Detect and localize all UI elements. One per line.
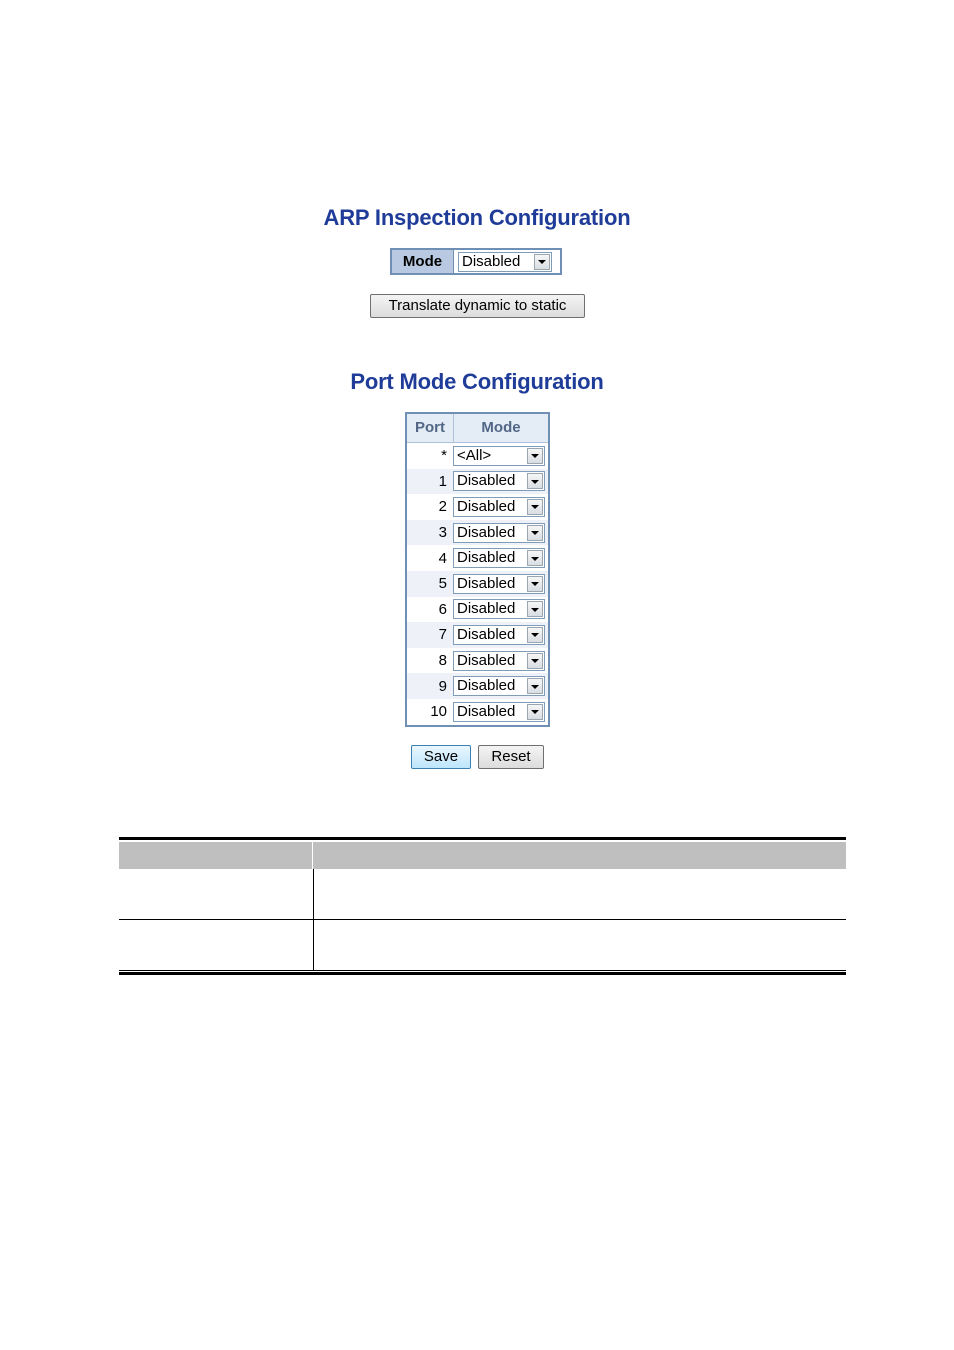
- description-table: [119, 837, 846, 975]
- description-row-term: [119, 869, 314, 919]
- port-row: [407, 699, 548, 725]
- port-mode-value: Disabled: [457, 574, 516, 592]
- mode-column-header: Mode: [481, 419, 521, 436]
- port-number: 6: [438, 600, 447, 618]
- port-row: [407, 597, 548, 623]
- chevron-down-icon[interactable]: [534, 254, 550, 270]
- chevron-down-icon[interactable]: [527, 627, 543, 643]
- port-mode-value: Disabled: [457, 651, 516, 669]
- port-number: 9: [438, 677, 447, 695]
- port-row: [407, 443, 548, 469]
- port-number: 7: [438, 626, 447, 644]
- chevron-down-icon[interactable]: [527, 704, 543, 720]
- chevron-down-icon[interactable]: [527, 601, 543, 617]
- port-number: 3: [438, 524, 447, 542]
- port-row: [407, 520, 548, 546]
- port-mode-table: [405, 412, 550, 727]
- port-mode-value: Disabled: [457, 677, 516, 695]
- port-mode-select[interactable]: [453, 548, 545, 568]
- global-mode-box: [390, 248, 562, 275]
- port-mode-select[interactable]: [453, 651, 545, 671]
- chevron-down-icon[interactable]: [527, 499, 543, 515]
- chevron-down-icon[interactable]: [527, 525, 543, 541]
- port-mode-select[interactable]: [453, 702, 545, 722]
- port-row: [407, 494, 548, 520]
- arp-inspection-title: ARP Inspection Configuration: [323, 205, 631, 230]
- description-table-header: [119, 842, 846, 869]
- port-mode-value: Disabled: [457, 549, 516, 567]
- description-table-top-rule: [119, 837, 846, 840]
- port-mode-value: Disabled: [457, 497, 516, 515]
- description-row: [119, 920, 846, 971]
- port-row: [407, 469, 548, 495]
- chevron-down-icon[interactable]: [527, 653, 543, 669]
- port-row: [407, 648, 548, 674]
- port-number: 4: [438, 549, 447, 567]
- chevron-down-icon[interactable]: [527, 576, 543, 592]
- port-mode-value: Disabled: [457, 625, 516, 643]
- port-mode-value: <All>: [457, 446, 492, 464]
- global-mode-select[interactable]: [458, 252, 552, 272]
- chevron-down-icon[interactable]: [527, 473, 543, 489]
- port-mode-value: Disabled: [457, 702, 516, 720]
- chevron-down-icon[interactable]: [527, 550, 543, 566]
- port-number: 5: [438, 575, 447, 593]
- port-row: [407, 622, 548, 648]
- port-mode-title: Port Mode Configuration: [350, 369, 604, 394]
- port-mode-select[interactable]: [453, 471, 545, 491]
- port-number: 10: [430, 703, 447, 721]
- port-column-header: Port: [407, 414, 454, 442]
- port-mode-select[interactable]: [453, 625, 545, 645]
- port-number: 2: [438, 498, 447, 516]
- chevron-down-icon[interactable]: [527, 678, 543, 694]
- save-button[interactable]: Save: [411, 745, 471, 769]
- port-mode-select[interactable]: [453, 676, 545, 696]
- mode-label: Mode: [392, 250, 454, 273]
- description-row: [119, 869, 846, 920]
- port-mode-select[interactable]: [453, 523, 545, 543]
- description-header-cell-1: [119, 842, 313, 869]
- description-row-term: [119, 920, 314, 970]
- port-row: [407, 571, 548, 597]
- translate-dynamic-button[interactable]: Translate dynamic to static: [370, 294, 585, 318]
- port-row: [407, 545, 548, 571]
- mode-cell: [454, 250, 560, 273]
- port-mode-select[interactable]: [453, 446, 545, 466]
- port-mode-select[interactable]: [453, 599, 545, 619]
- port-number: 8: [438, 652, 447, 670]
- port-row: [407, 673, 548, 699]
- port-mode-select[interactable]: [453, 497, 545, 517]
- reset-button[interactable]: Reset: [478, 745, 544, 769]
- port-mode-value: Disabled: [457, 472, 516, 490]
- port-table-header: [407, 414, 548, 443]
- port-mode-value: Disabled: [457, 600, 516, 618]
- port-number: 1: [438, 472, 447, 490]
- port-mode-value: Disabled: [457, 523, 516, 541]
- global-mode-value: Disabled: [462, 252, 521, 270]
- description-table-bottom-rule: [119, 972, 846, 975]
- port-mode-select[interactable]: [453, 574, 545, 594]
- chevron-down-icon[interactable]: [527, 448, 543, 464]
- port-number: *: [441, 447, 447, 465]
